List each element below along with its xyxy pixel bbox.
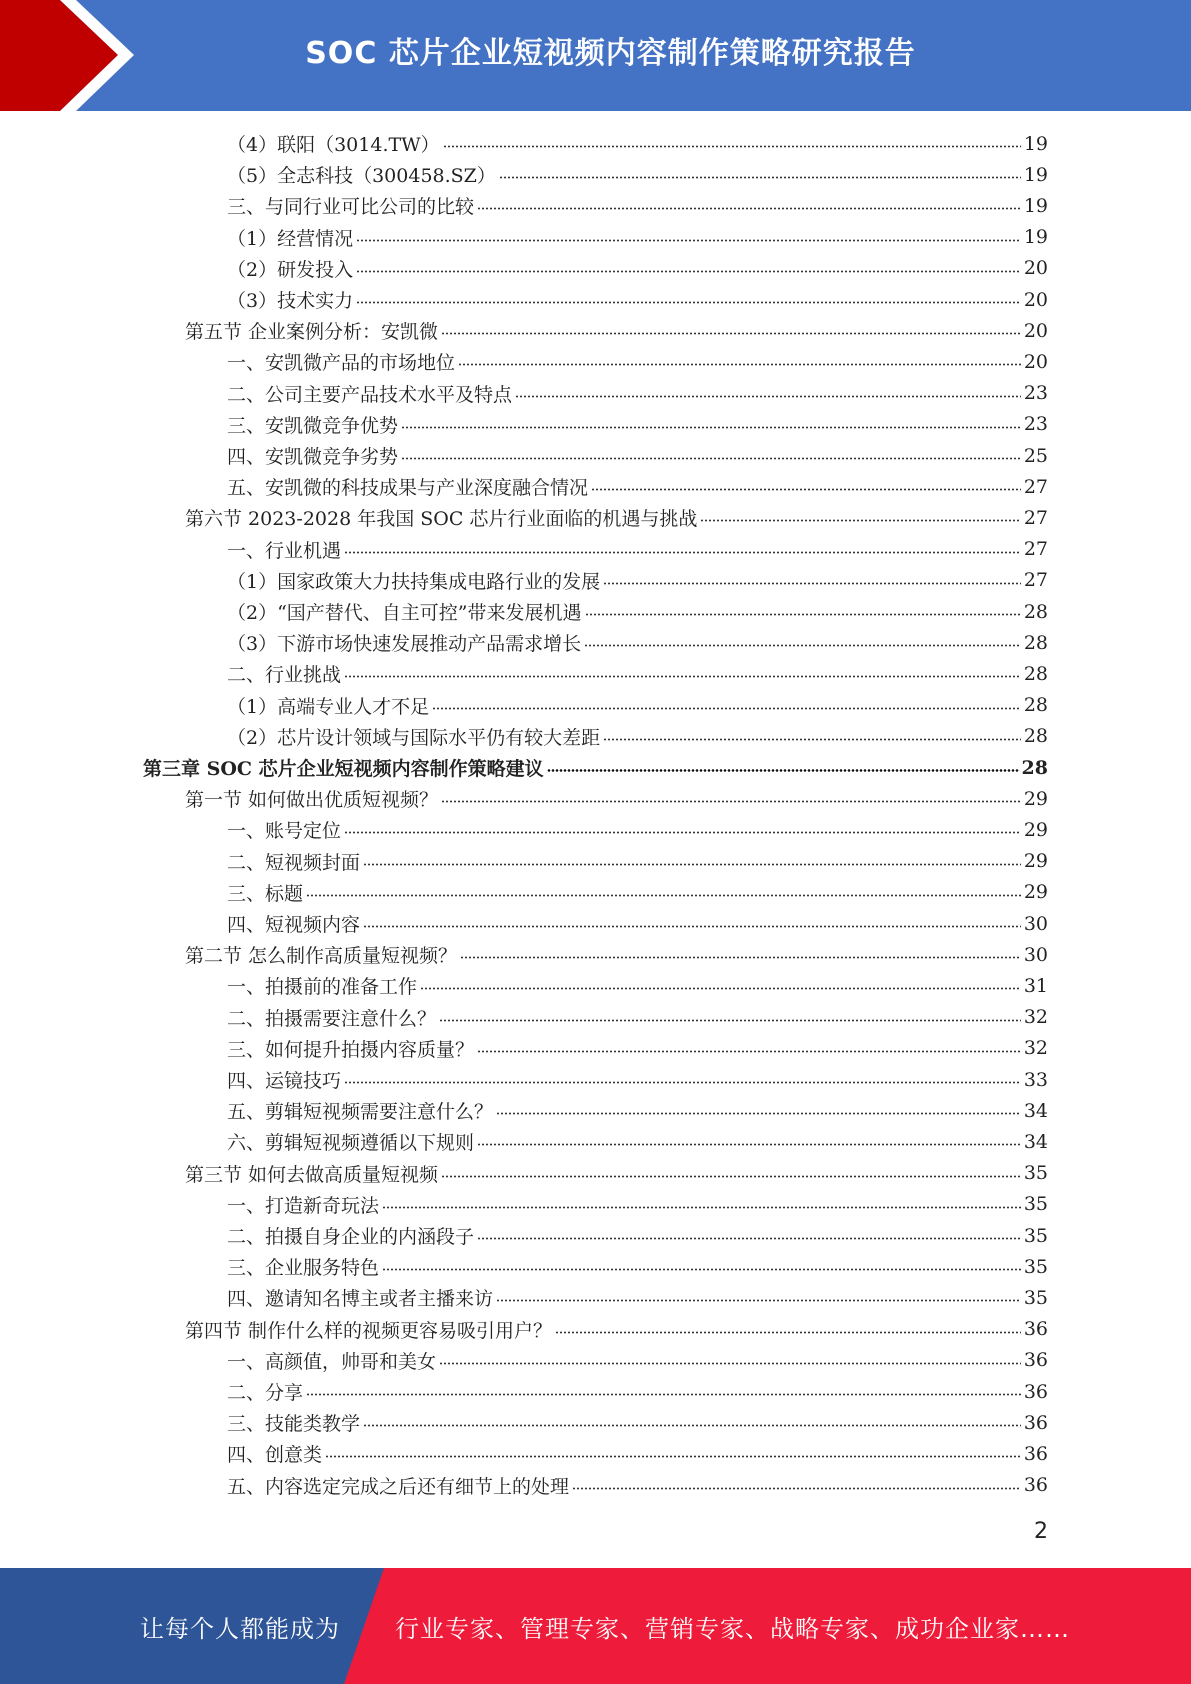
toc-entry-label: 六、剪辑短视频遵循以下规则 <box>227 1132 475 1155</box>
toc-entry-page: 35 <box>1023 1162 1048 1185</box>
toc-entry-label: 二、公司主要产品技术水平及特点 <box>227 383 513 406</box>
toc-dot-leader <box>555 1331 1021 1334</box>
toc-dot-leader <box>356 270 1021 273</box>
toc-entry-label: 二、拍摄自身企业的内涵段子 <box>227 1226 475 1248</box>
toc-entry-page: 20 <box>1023 319 1048 342</box>
toc-entry-page: 19 <box>1023 194 1048 217</box>
toc-entry[interactable] <box>227 1251 1048 1282</box>
toc-entry-page: 28 <box>1023 600 1048 623</box>
toc-dot-leader <box>363 863 1021 866</box>
toc-entry[interactable] <box>227 1407 1048 1438</box>
toc-dot-leader <box>585 613 1021 616</box>
toc-dot-leader <box>443 145 1021 148</box>
toc-dot-leader <box>572 1487 1021 1490</box>
page-number: 2 <box>1034 1519 1048 1544</box>
toc-entry-page: 36 <box>1023 1318 1048 1341</box>
toc-entry[interactable] <box>227 658 1048 689</box>
toc-entry-page: 33 <box>1023 1068 1048 1091</box>
toc-entry-label: 第三章 SOC 芯片企业短视频内容制作策略建议 <box>143 758 544 780</box>
toc-entry-label: 第二节 怎么制作高质量短视频？ <box>185 945 458 968</box>
toc-entry[interactable] <box>185 315 1048 346</box>
toc-dot-leader <box>363 1424 1021 1427</box>
toc-entry-label: 二、拍摄需要注意什么？ <box>227 1007 437 1030</box>
toc-entry-page: 35 <box>1023 1193 1048 1216</box>
toc-entry-label: （4）联阳（3014.TW） <box>227 134 440 156</box>
toc-dot-leader <box>306 894 1021 897</box>
toc-entry-page: 34 <box>1023 1130 1048 1153</box>
toc-entry[interactable] <box>227 346 1048 377</box>
footer-slogan-right: 行业专家、管理专家、营销专家、战略专家、成功企业家…… <box>395 1614 1070 1643</box>
toc-entry-page: 25 <box>1023 444 1048 467</box>
toc-entry-page: 36 <box>1023 1442 1048 1465</box>
toc-entry[interactable] <box>185 783 1048 814</box>
toc-entry[interactable] <box>227 1033 1048 1064</box>
toc-dot-leader <box>496 1299 1021 1302</box>
toc-entry[interactable] <box>227 409 1048 440</box>
toc-dot-leader <box>382 1268 1021 1271</box>
toc-entry-page: 27 <box>1023 569 1048 592</box>
toc-entry-label: 三、标题 <box>227 882 304 905</box>
toc-entry[interactable] <box>227 814 1048 845</box>
toc-entry-page: 35 <box>1023 1255 1048 1278</box>
toc-dot-leader <box>306 1393 1021 1396</box>
toc-entry-label: 一、打造新奇玩法 <box>227 1194 380 1217</box>
toc-entry[interactable] <box>227 1064 1048 1095</box>
toc-dot-leader <box>441 1175 1021 1178</box>
toc-dot-leader <box>441 800 1021 803</box>
report-title: SOC 芯片企业短视频内容制作策略研究报告 <box>305 36 916 71</box>
toc-dot-leader <box>591 488 1021 491</box>
toc-entry-page: 28 <box>1023 662 1048 685</box>
toc-dot-leader <box>499 176 1021 179</box>
toc-dot-leader <box>603 738 1021 741</box>
toc-entry[interactable] <box>227 159 1048 190</box>
toc-entry-label: 一、行业机遇 <box>227 539 342 562</box>
toc-entry-label: （2）研发投入 <box>227 258 354 281</box>
footer-slogan-left: 让每个人都能成为 <box>140 1614 340 1643</box>
toc-entry-page: 36 <box>1023 1349 1048 1372</box>
toc-dot-leader <box>477 1143 1021 1146</box>
toc-entry-page: 36 <box>1023 1474 1048 1497</box>
toc-entry[interactable] <box>185 939 1048 970</box>
toc-entry-page: 30 <box>1023 912 1048 935</box>
toc-entry-label: 四、安凯微竞争劣势 <box>227 446 399 468</box>
toc-entry-label: 二、分享 <box>227 1382 304 1404</box>
toc-entry[interactable] <box>185 502 1048 533</box>
toc-entry-label: 三、如何提升拍摄内容质量？ <box>227 1038 475 1061</box>
toc-entry-page: 28 <box>1023 725 1048 748</box>
toc-entry-page: 23 <box>1023 382 1048 405</box>
toc-entry-label: 一、账号定位 <box>227 820 342 843</box>
toc-dot-leader <box>547 769 1019 772</box>
toc-entry-page: 28 <box>1023 631 1048 654</box>
toc-entry-label: 二、行业挑战 <box>227 664 342 687</box>
toc-dot-leader <box>439 1019 1021 1022</box>
toc-entry[interactable] <box>227 1282 1048 1313</box>
toc-entry-label: （3）技术实力 <box>227 290 354 312</box>
toc-entry[interactable] <box>227 1189 1048 1220</box>
toc-entry[interactable] <box>185 1314 1048 1345</box>
toc-entry[interactable] <box>227 222 1048 253</box>
toc-entry-page: 35 <box>1023 1224 1048 1247</box>
toc-entry-label: （3）下游市场快速发展推动产品需求增长 <box>227 633 582 656</box>
page-header <box>0 0 1191 111</box>
toc-entry[interactable] <box>227 1095 1048 1126</box>
toc-entry[interactable] <box>227 721 1048 752</box>
toc-entry[interactable] <box>227 440 1048 471</box>
toc-entry-label: （1）高端专业人才不足 <box>227 695 430 718</box>
toc-entry-label: 一、安凯微产品的市场地位 <box>227 352 456 375</box>
toc-entry-label: 五、安凯微的科技成果与产业深度融合情况 <box>227 477 589 500</box>
toc-entry[interactable] <box>227 1470 1048 1501</box>
toc-dot-leader <box>584 644 1021 647</box>
toc-entry[interactable] <box>227 253 1048 284</box>
toc-entry-label: （2）芯片设计领域与国际水平仍有较大差距 <box>227 726 601 749</box>
toc-entry-page: 20 <box>1023 350 1048 373</box>
toc-entry[interactable] <box>227 534 1048 565</box>
toc-entry-label: 四、运镜技巧 <box>227 1070 342 1092</box>
toc-entry-label: （1）国家政策大力扶持集成电路行业的发展 <box>227 570 601 593</box>
toc-dot-leader <box>325 1455 1021 1458</box>
toc-entry-page: 19 <box>1023 226 1048 249</box>
toc-entry-page: 29 <box>1023 881 1048 904</box>
toc-dot-leader <box>496 1112 1021 1115</box>
toc-entry[interactable] <box>227 1126 1048 1157</box>
toc-entry-label: 四、短视频内容 <box>227 914 361 936</box>
toc-entry-label: 三、技能类教学 <box>227 1413 361 1436</box>
toc-dot-leader <box>477 1237 1021 1240</box>
toc-entry-label: 一、高颜值，帅哥和美女 <box>227 1350 437 1373</box>
toc-entry-page: 29 <box>1023 850 1048 873</box>
toc-entry-page: 27 <box>1023 506 1048 529</box>
toc-dot-leader <box>344 831 1021 834</box>
toc-dot-leader <box>401 426 1021 429</box>
toc-entry-page: 27 <box>1023 475 1048 498</box>
toc-entry[interactable] <box>227 378 1048 409</box>
toc-entry[interactable] <box>227 908 1048 939</box>
toc-entry[interactable] <box>185 1158 1048 1189</box>
toc-dot-leader <box>344 1081 1021 1084</box>
toc-entry-label: 五、剪辑短视频需要注意什么？ <box>227 1101 494 1124</box>
toc-dot-leader <box>382 1206 1021 1209</box>
toc-dot-leader <box>603 582 1021 585</box>
toc-dot-leader <box>441 332 1021 335</box>
toc-entry[interactable] <box>227 1220 1048 1251</box>
toc-entry[interactable] <box>227 970 1048 1001</box>
toc-entry[interactable] <box>227 1002 1048 1033</box>
toc-entry-label: 五、内容选定完成之后还有细节上的处理 <box>227 1475 570 1498</box>
toc-entry-label: 第六节 2023-2028 年我国 SOC 芯片行业面临的机遇与挑战 <box>185 508 698 531</box>
toc-entry-label: 一、拍摄前的准备工作 <box>227 976 418 999</box>
page-footer <box>0 1568 1191 1684</box>
toc-dot-leader <box>420 987 1021 990</box>
toc-entry-page: 30 <box>1023 943 1048 966</box>
toc-dot-leader <box>401 457 1021 460</box>
toc-dot-leader <box>439 1362 1021 1365</box>
toc-dot-leader <box>344 675 1021 678</box>
toc-entry[interactable] <box>227 1345 1048 1376</box>
toc-dot-leader <box>515 395 1021 398</box>
toc-dot-leader <box>356 239 1021 242</box>
toc-entry-page: 20 <box>1023 257 1048 280</box>
toc-entry-page: 19 <box>1023 132 1048 155</box>
toc-entry-label: （5）全志科技（300458.SZ） <box>227 165 496 188</box>
toc-entry[interactable] <box>227 877 1048 908</box>
toc-entry[interactable] <box>227 471 1048 502</box>
toc-entry[interactable] <box>227 1438 1048 1469</box>
toc-entry[interactable] <box>227 128 1048 159</box>
toc-entry-page: 19 <box>1023 163 1048 186</box>
toc-dot-leader <box>477 1050 1021 1053</box>
toc-entry[interactable] <box>227 690 1048 721</box>
toc-entry-page: 23 <box>1023 413 1048 436</box>
toc-dot-leader <box>432 707 1021 710</box>
toc-dot-leader <box>356 301 1021 304</box>
toc-entry-label: （2）“国产替代、自主可控”带来发展机遇 <box>227 602 582 624</box>
toc-entry-page: 28 <box>1021 756 1048 779</box>
toc-entry[interactable] <box>227 846 1048 877</box>
header-arrow-decoration <box>0 0 150 111</box>
toc-entry-label: 三、与同行业可比公司的比较 <box>227 196 475 219</box>
toc-entry-page: 36 <box>1023 1380 1048 1403</box>
toc-entry-page: 20 <box>1023 288 1048 311</box>
toc-entry-label: 四、邀请知名博主或者主播来访 <box>227 1288 494 1311</box>
toc-entry-label: 第一节 如何做出优质短视频？ <box>185 789 439 812</box>
toc-entry-page: 32 <box>1023 1037 1048 1060</box>
toc-dot-leader <box>477 207 1021 210</box>
toc-entry-label: （1）经营情况 <box>227 227 354 250</box>
toc-entry[interactable] <box>143 752 1048 783</box>
toc-dot-leader <box>344 551 1021 554</box>
toc-entry[interactable] <box>227 1376 1048 1407</box>
toc-entry[interactable] <box>227 565 1048 596</box>
toc-entry-page: 29 <box>1023 787 1048 810</box>
toc-entry-page: 32 <box>1023 1006 1048 1029</box>
toc-entry-label: 二、短视频封面 <box>227 851 361 874</box>
toc-entry-page: 27 <box>1023 538 1048 561</box>
toc-dot-leader <box>458 363 1021 366</box>
toc-entry[interactable] <box>227 190 1048 221</box>
toc-entry[interactable] <box>227 596 1048 627</box>
toc-dot-leader <box>460 956 1021 959</box>
toc-entry-page: 31 <box>1023 974 1048 997</box>
toc-entry-label: 第三节 如何去做高质量短视频 <box>185 1163 439 1186</box>
toc-entry-page: 35 <box>1023 1286 1048 1309</box>
toc-entry-page: 36 <box>1023 1411 1048 1434</box>
toc-entry-page: 28 <box>1023 694 1048 717</box>
toc-entry-page: 29 <box>1023 818 1048 841</box>
toc-dot-leader <box>700 519 1020 522</box>
toc-entry[interactable] <box>227 284 1048 315</box>
toc-entry-label: 三、企业服务特色 <box>227 1257 380 1280</box>
toc-entry[interactable] <box>227 627 1048 658</box>
toc-dot-leader <box>363 925 1021 928</box>
toc-entry-label: 第四节 制作什么样的视频更容易吸引用户？ <box>185 1319 553 1342</box>
toc-entry-label: 三、安凯微竞争优势 <box>227 414 399 437</box>
toc-entry-label: 四、创意类 <box>227 1444 323 1467</box>
toc-entry-label: 第五节 企业案例分析：安凯微 <box>185 321 439 344</box>
toc-entry-page: 34 <box>1023 1099 1048 1122</box>
